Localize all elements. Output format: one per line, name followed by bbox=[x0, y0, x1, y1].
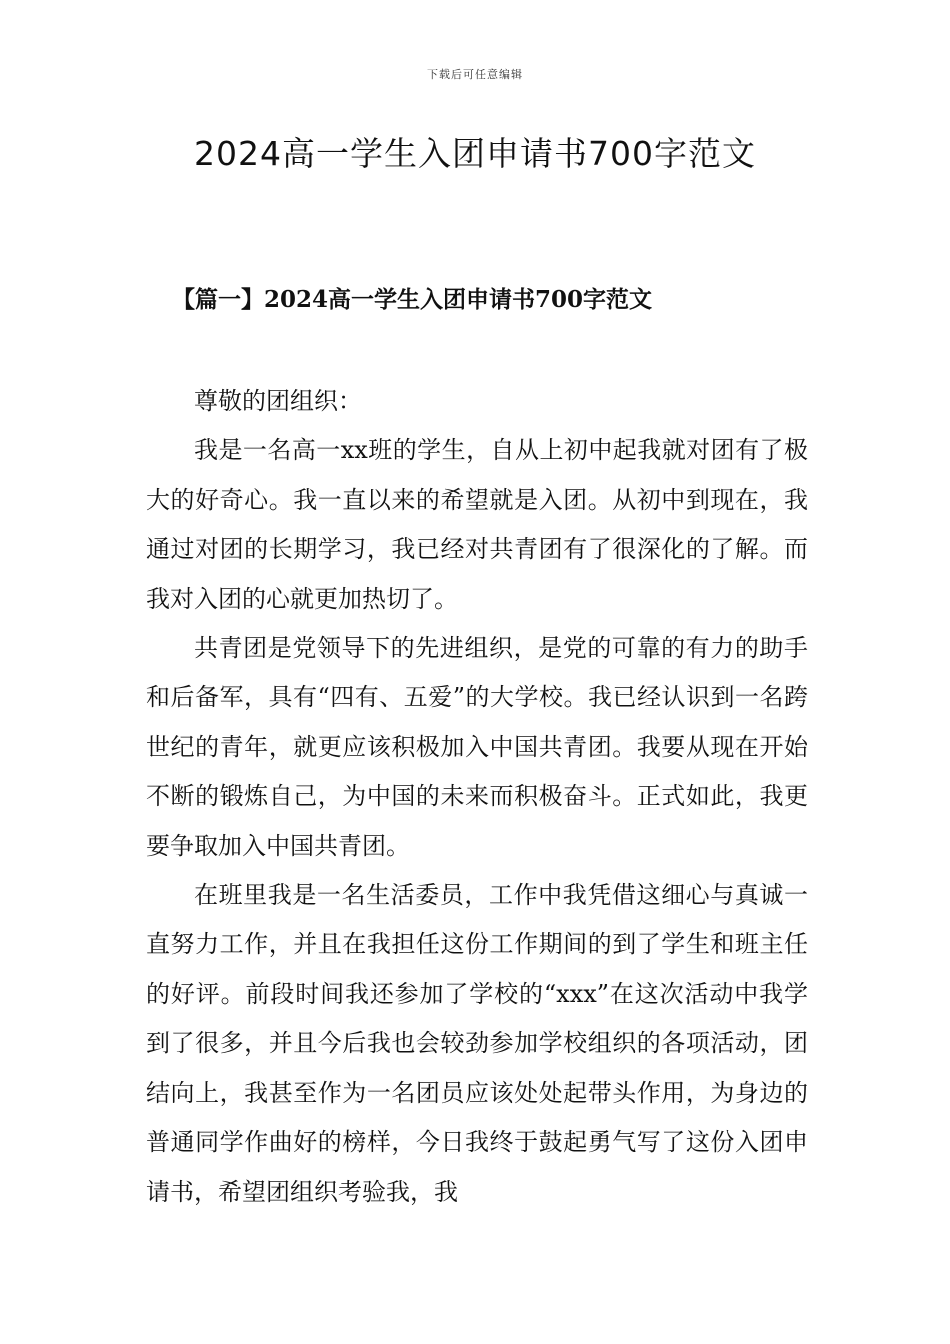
paragraph: 共青团是党领导下的先进组织，是党的可靠的有力的助手和后备军，具有“四有、五爱”的大学校。我已经认识到一名跨世纪的青年，就更应该积极加入中国共青团。我要从现在开始不断的锻炼自己，为中国的未来而积极奋斗。正式如此，我更要争取加入中国共青团。 bbox=[146, 634, 808, 860]
section-heading: 【篇一】2024高一学生入团申请书700字范文 bbox=[172, 286, 653, 313]
salutation: 尊敬的团组织： bbox=[194, 387, 362, 415]
header-note: 下载后可任意编辑 bbox=[427, 68, 523, 81]
paragraph: 我是一名高一xx班的学生，自从上初中起我就对团有了极大的好奇心。我一直以来的希望就是入团。从初中到现在，我通过对团的长期学习，我已经对共青团有了很深化的了解。而我对入团的心就更加热切了。 bbox=[146, 436, 808, 613]
document-title: 2024高一学生入团申请书700字范文 bbox=[194, 134, 756, 173]
paragraph: 在班里我是一名生活委员，工作中我凭借这细心与真诚一直努力工作，并且在我担任这份工作期间的到了学生和班主任的好评。前段时间我还参加了学校的“xxx”在这次活动中我学到了很多，并且今后我也会较劲参加学校组织的各项活动，团结向上，我甚至作为一名团员应该处处起带头作用，为身边的普通同学作曲好的榜样，今日我终于鼓起勇气写了这份入团申请书，希望团组织考验我，我 bbox=[146, 881, 808, 1206]
body-text bbox=[146, 377, 808, 1217]
